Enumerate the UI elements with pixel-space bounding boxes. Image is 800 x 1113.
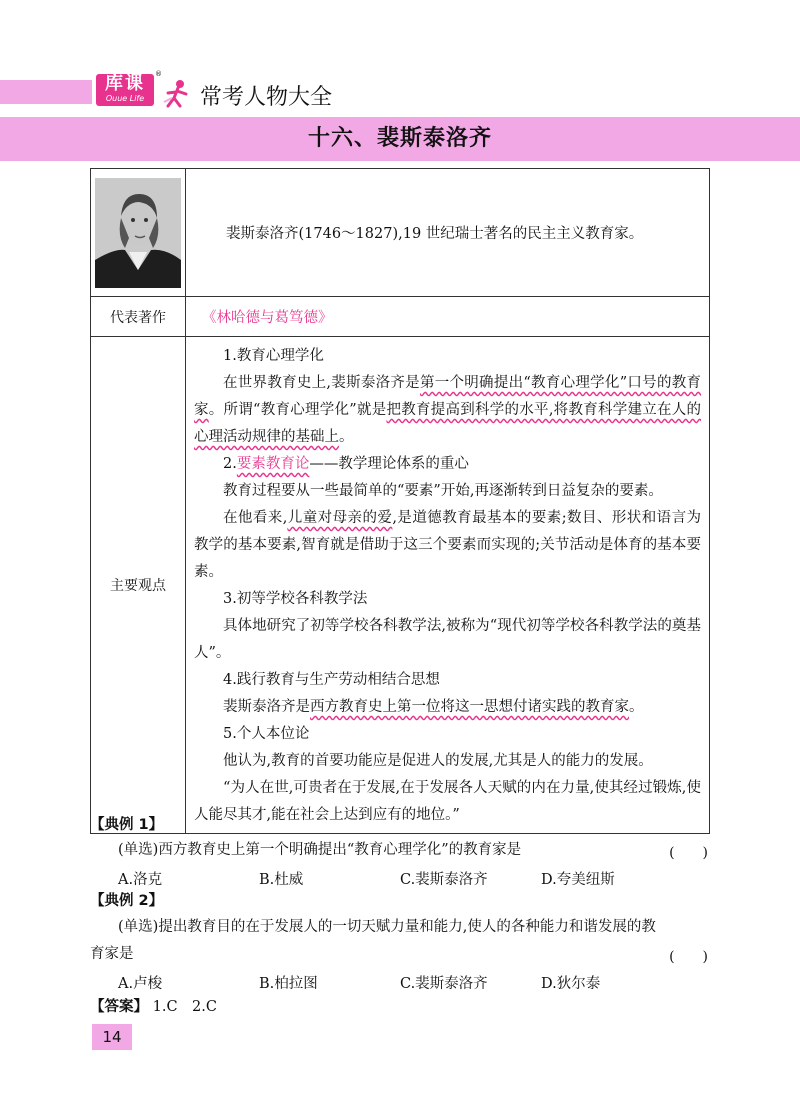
- example-1-question: (单选)西方教育史上第一个明确提出“教育心理学化”的教育家是: [118, 842, 522, 858]
- point-3-text: 具体地研究了初等学校各科教学法,被称为“现代初等学校各科教学法的奠基人”。: [194, 618, 701, 661]
- answer-label: 【答案】: [90, 999, 148, 1015]
- point-5-quote: “为人在世,可贵者在于发展,在于发展各人天赋的内在力量,使其经过锻炼,使人能尽其才,能在社会上达到应有的地位。”: [194, 780, 701, 823]
- walking-figure-icon: [160, 78, 196, 108]
- point-3-heading: 3.初等学校各科教学法: [223, 591, 368, 607]
- section-title: 十六、裴斯泰洛齐: [307, 126, 492, 151]
- example-1-options: [118, 868, 718, 889]
- example-2-question-line1: (单选)提出教育目的在于发展人的一切天赋力量和能力,使人的各种能力和谐发展的教: [118, 919, 656, 935]
- works-value: 《林哈德与葛笃德》: [186, 297, 710, 337]
- example-2-label: 【典例 2】: [90, 893, 164, 909]
- option-b: B.柏拉图: [259, 976, 318, 992]
- point-2-heading: 2.要素教育论——教学理论体系的重心: [223, 456, 469, 472]
- registered-mark: ®: [155, 70, 162, 78]
- page-number: 14: [92, 1024, 132, 1050]
- option-d: D.狄尔泰: [541, 976, 601, 992]
- point-2-text-a: 教育过程要从一些最简单的“要素”开始,再逐渐转到日益复杂的要素。: [223, 483, 663, 499]
- portrait-image: [95, 178, 181, 288]
- example-1-label: 【典例 1】: [90, 817, 164, 833]
- profile-table: [90, 168, 710, 834]
- header-band: [0, 80, 92, 104]
- point-1-text: 在世界教育史上,裴斯泰洛齐是第一个明确提出“教育心理学化”口号的教育家。所谓“教育心理学化”就是把教育提高到科学的水平,将教育科学建立在人的心理活动规律的基础上。: [194, 375, 702, 445]
- option-c: C.裴斯泰洛齐: [400, 872, 488, 888]
- option-c: C.裴斯泰洛齐: [400, 976, 488, 992]
- answer-line: [90, 994, 217, 1021]
- publisher-logo: 库课 Ouue Life: [96, 74, 154, 106]
- answer-value: 1.C 2.C: [152, 999, 217, 1015]
- point-5-text-a: 他认为,教育的首要功能应是促进人的发展,尤其是人的能力的发展。: [223, 753, 653, 769]
- works-label: 代表著作: [91, 297, 186, 337]
- option-d: D.夸美纽斯: [541, 872, 615, 888]
- option-a: A.卢梭: [118, 976, 163, 992]
- example-2-question-line2: 育家是: [90, 946, 134, 962]
- option-a: A.洛克: [118, 872, 163, 888]
- book-title: 常考人物大全: [200, 85, 333, 110]
- views-label: 主要观点: [91, 337, 186, 834]
- option-b: B.杜威: [259, 872, 304, 888]
- views-content: [186, 337, 710, 834]
- intro-cell: [186, 169, 710, 297]
- intro-text: 裴斯泰洛齐(1746～1827),19 世纪瑞士著名的民主主义教育家。: [226, 226, 644, 242]
- point-1-heading: 1.教育心理学化: [223, 348, 324, 364]
- example-1-answer-blank: ( ): [669, 845, 708, 861]
- section-title-band: [0, 117, 800, 161]
- point-4-text: 裴斯泰洛齐是西方教育史上第一位将这一思想付诸实践的教育家。: [223, 699, 644, 715]
- example-2-options: [118, 972, 718, 993]
- portrait-cell: [91, 169, 186, 297]
- point-4-heading: 4.践行教育与生产劳动相结合思想: [223, 672, 440, 688]
- point-2-text-b: 在他看来,儿童对母亲的爱,是道德教育最基本的要素;数目、形状和语言为教学的基本要素,智育就是借助于这三个要素而实现的;关节活动是体育的基本要素。: [194, 510, 702, 580]
- point-5-heading: 5.个人本位论: [223, 726, 310, 742]
- example-2-answer-blank: ( ): [669, 949, 708, 965]
